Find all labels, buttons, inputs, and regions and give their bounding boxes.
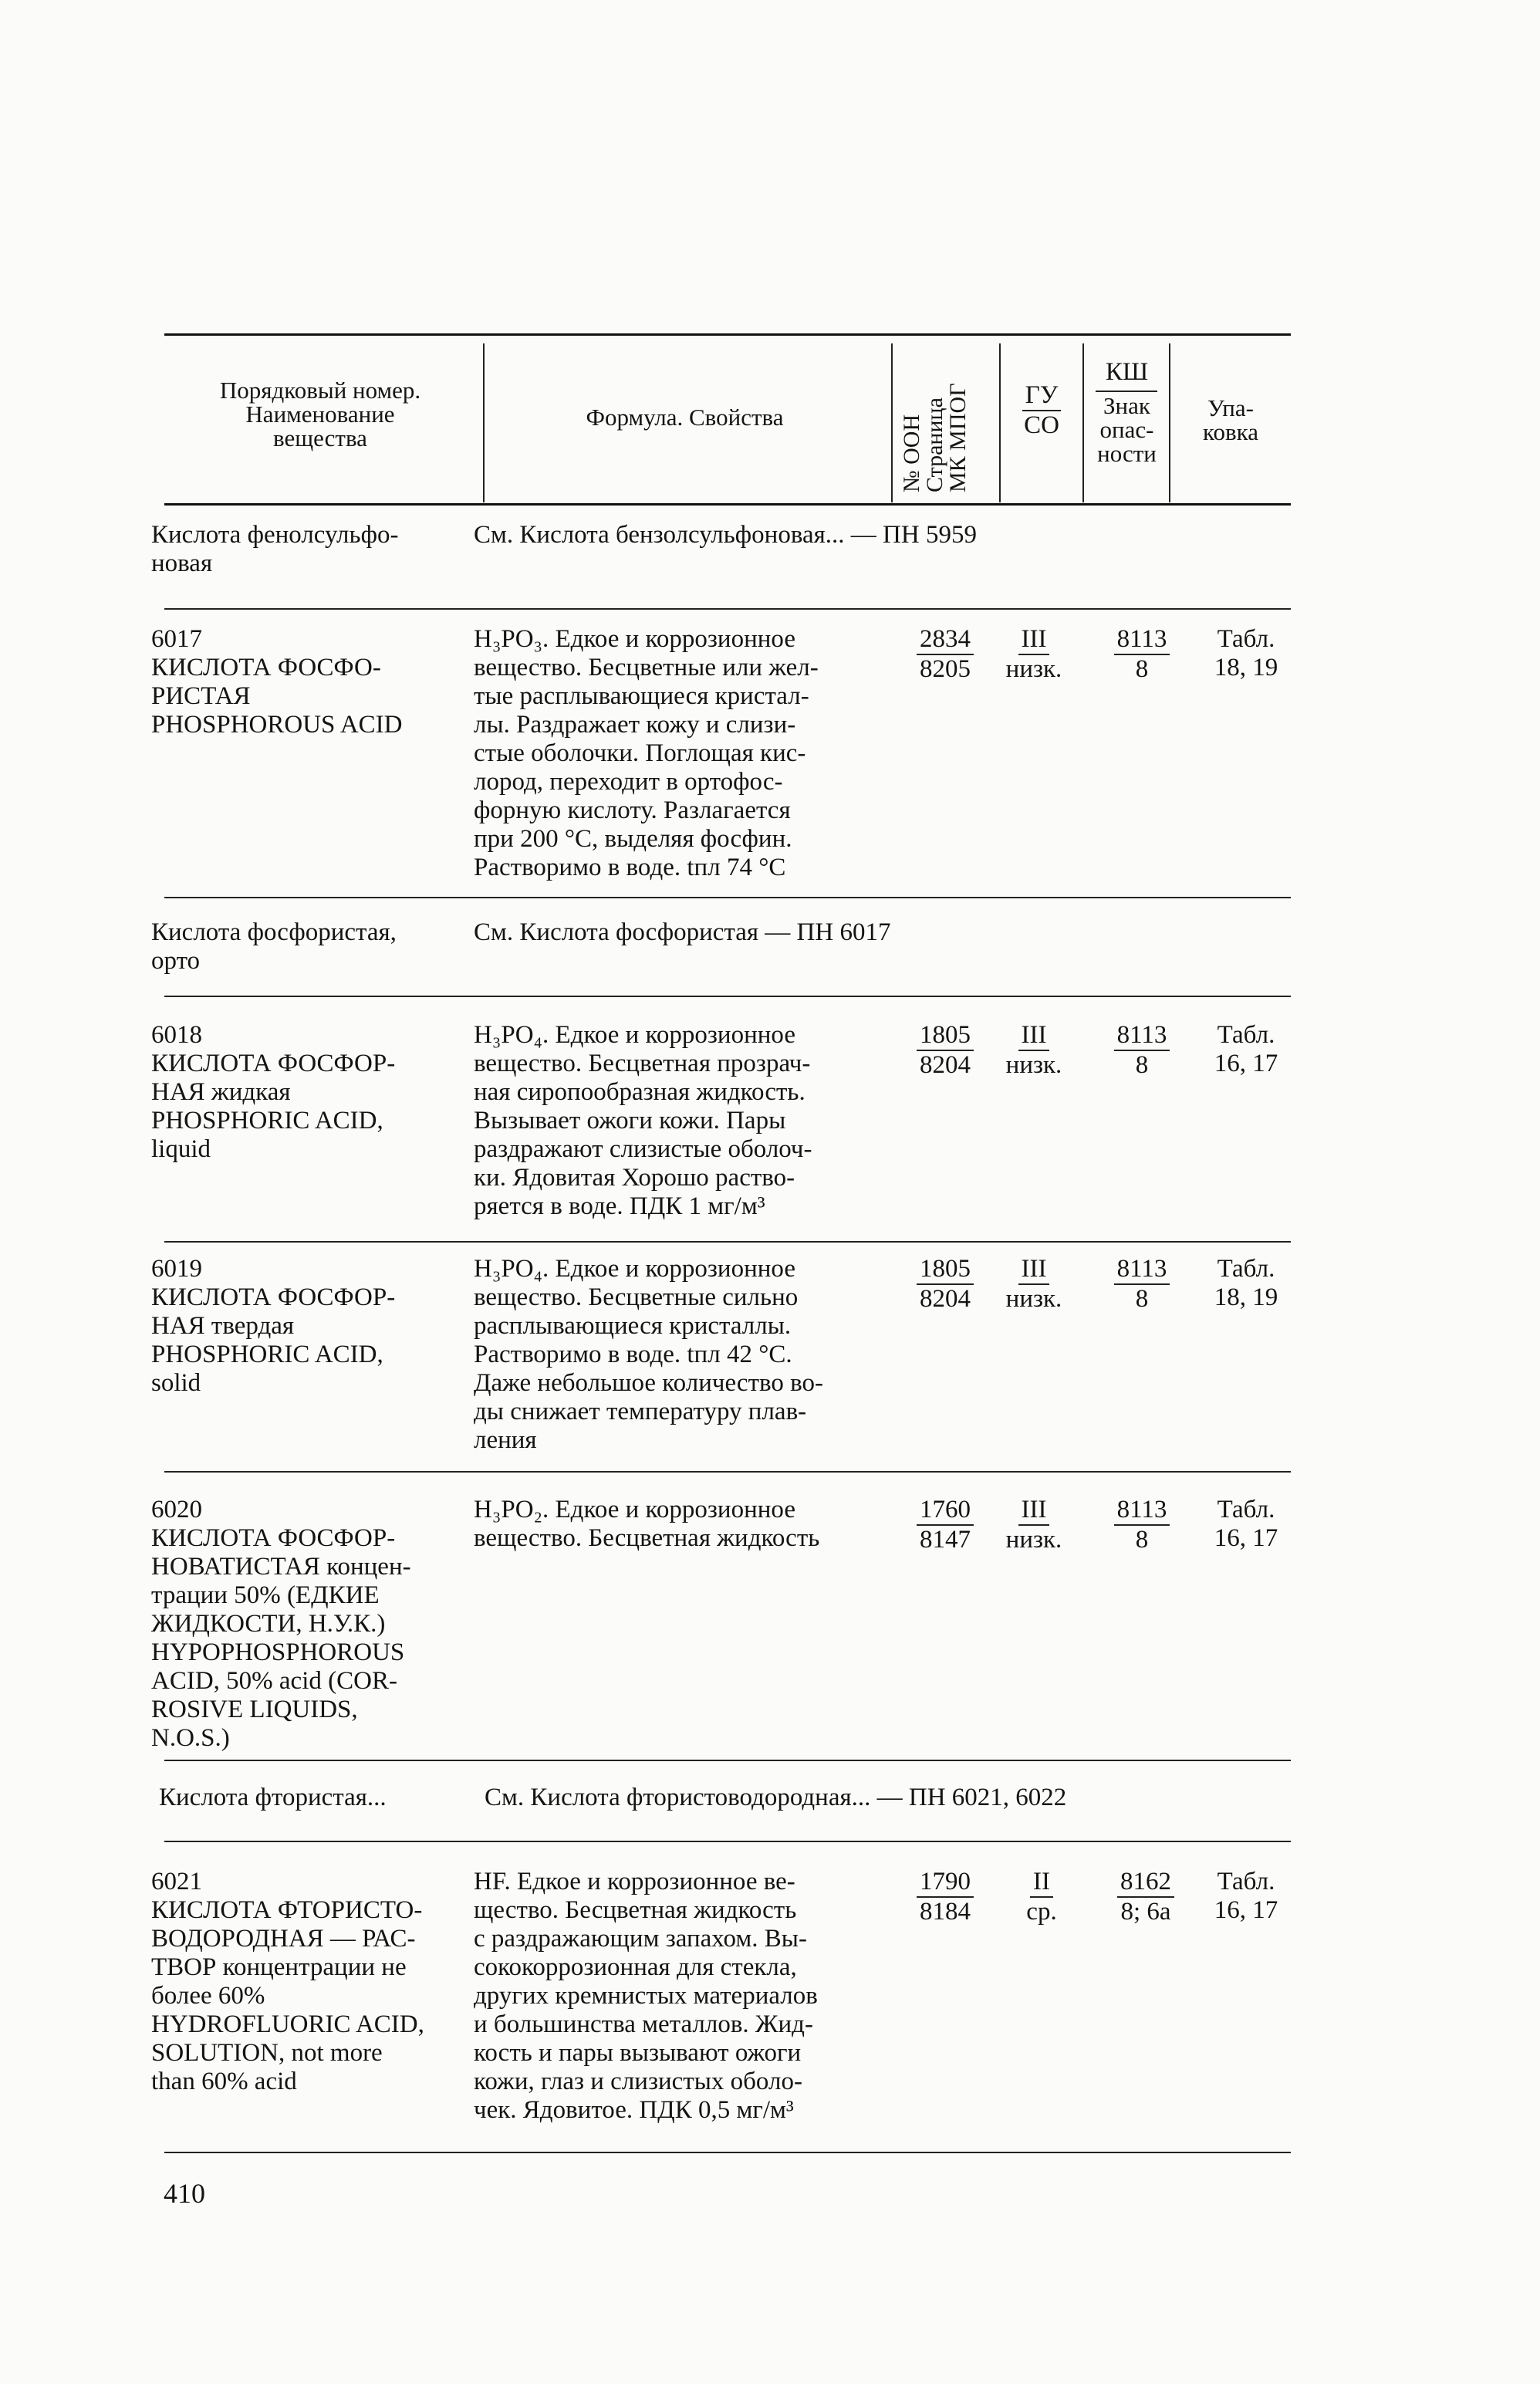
- entry-6021-packing: Табл. 16, 17: [1214, 1868, 1278, 1924]
- entry-6017-packing: Табл. 18, 19: [1214, 625, 1278, 681]
- entry-6021-gu-so: II ср.: [1026, 1868, 1057, 1926]
- header-col-gu-so: ГУ СО: [1003, 381, 1080, 440]
- ref2-rule: [164, 996, 1291, 997]
- ref2-name: Кислота фосфористая, орто: [151, 918, 397, 975]
- entry-6020-un-page: $\frac{1760}{8147}$: [903, 1496, 988, 1554]
- entry-6020-name: 6020 КИСЛОТА ФОСФОР- НОВАТИСТАЯ концен- трации 50% (ЕДКИЕ ЖИДКОСТИ, Н.У.К.) HYPOPHOSPHOROUS ACID, 50% acid (COR- ROSIVE LIQUIDS, N.O.S.): [151, 1496, 411, 1752]
- entry-6017-name: 6017 КИСЛОТА ФОСФО- РИСТАЯ PHOSPHOROUS ACID: [151, 625, 403, 739]
- ref3-rule: [164, 1841, 1291, 1842]
- header-bottom-rule: [164, 503, 1291, 506]
- entry-6018-un-page: $\frac{1805}{8204}$: [903, 1021, 988, 1080]
- entry-6021-rule: [164, 2152, 1291, 2153]
- entry-6019-gu-so: III низк.: [1005, 1255, 1062, 1313]
- header-col-pack: Упа- ковка: [1203, 394, 1258, 445]
- entry-6021-properties: HF. Едкое и коррозионное ве- щество. Бесцветная жидкость с раздражающим запахом. Вы- сококоррозионная для стекла, других кремнистых материалов и большинства металлов. Жид- кость и пары вызывают ожоги кожи, глаз и слизистых оболо- чек. Ядовитое. ПДК 0,5 мг/м³: [474, 1868, 818, 2124]
- entry-6021-ksh-znak: 8162 8; 6а: [1096, 1868, 1196, 1926]
- page-number: 410: [164, 2178, 205, 2209]
- header-col-un: № ООН Страница МК МПОГ: [899, 383, 971, 492]
- entry-6018-rule: [164, 1241, 1291, 1243]
- header-divider-1: [483, 343, 485, 502]
- table-top-rule: [164, 333, 1291, 336]
- header-col-znak: Знак опас- ности: [1097, 392, 1157, 467]
- entry-6019-properties: H₃PO₄. Едкое и коррозионное вещество. Бесцветные сильно расплывающиеся кристаллы. Растворимо в воде. tпл 42 °C. Даже небольшое количество во- ды снижает температуру плав- ления: [474, 1255, 823, 1454]
- entry-6017-gu-so: III низк.: [1005, 625, 1062, 683]
- entry-6017-rule: [164, 897, 1291, 898]
- ref1-text: См. Кислота бензолсульфоновая... — ПН 5959: [474, 521, 977, 549]
- entry-6019-un-page: $\frac{1805}{8204}$: [903, 1255, 988, 1314]
- entry-6017-un-page: $\frac{2834}{8205}$: [903, 625, 988, 684]
- entry-6020-ksh-znak: $\frac{8113}{8}$: [1096, 1496, 1188, 1554]
- entry-6018-packing: Табл. 16, 17: [1214, 1021, 1278, 1077]
- ref1-rule: [164, 608, 1291, 610]
- header-divider-4: [1082, 343, 1084, 502]
- header-col-ksh: КШ: [1105, 358, 1149, 386]
- entry-6019-name: 6019 КИСЛОТА ФОСФОР- НАЯ твердая PHOSPHORIC ACID, solid: [151, 1255, 396, 1397]
- header-col-name: Порядковый номер. Наименование вещества: [219, 377, 421, 451]
- entry-6018-properties: H₃PO₄. Едкое и коррозионное вещество. Бесцветная прозрач- ная сиропообразная жидкость. Вызывает ожоги кожи. Пары раздражают слизистые оболоч- ки. Ядовитая Хорошо раство- ряется в воде. ПДК 1 мг/м³: [474, 1021, 812, 1220]
- entry-6021-un-page: $\frac{1790}{8184}$: [903, 1868, 988, 1926]
- entry-6018-gu-so: III низк.: [1005, 1021, 1062, 1079]
- entry-6020-rule: [164, 1760, 1291, 1761]
- entry-6018-ksh-znak: $\frac{8113}{8}$: [1096, 1021, 1188, 1080]
- ref3-name: Кислота фтористая...: [159, 1784, 387, 1811]
- ref2-text: См. Кислота фосфористая — ПН 6017: [474, 918, 891, 946]
- header-divider-3: [999, 343, 1001, 502]
- ref1-name: Кислота фенолсульфо- новая: [151, 521, 399, 577]
- header-divider-5: [1169, 343, 1170, 502]
- entry-6017-ksh-znak: $\frac{8113}{8}$: [1096, 625, 1188, 684]
- entry-6017-properties: H₃PO₃. Едкое и коррозионное вещество. Бесцветные или жел- тые расплывающиеся кристал- лы. Раздражает кожу и слизи- стые оболочки. Поглощая кис- лород, переходит в ортофос- форную кислоту. Разлагается при 200 °C, выделяя фосфин. Растворимо в воде. tпл 74 °C: [474, 625, 819, 881]
- entry-6019-rule: [164, 1471, 1291, 1473]
- header-divider-2: [891, 343, 893, 502]
- entry-6021-name: 6021 КИСЛОТА ФТОРИСТО- ВОДОРОДНАЯ — РАС- ТВОР концентрации не более 60% HYDROFLUORIC ACID, SOLUTION, not more than 60% acid: [151, 1868, 424, 2095]
- entry-6019-packing: Табл. 18, 19: [1214, 1255, 1278, 1311]
- entry-6019-ksh-znak: $\frac{8113}{8}$: [1096, 1255, 1188, 1314]
- entry-6018-name: 6018 КИСЛОТА ФОСФОР- НАЯ жидкая PHOSPHORIC ACID, liquid: [151, 1021, 396, 1163]
- header-col-formula: Формула. Свойства: [586, 404, 784, 431]
- entry-6020-gu-so: III низк.: [1005, 1496, 1062, 1554]
- entry-6020-packing: Табл. 16, 17: [1214, 1496, 1278, 1552]
- ref3-text: См. Кислота фтористоводородная... — ПН 6021, 6022: [485, 1784, 1067, 1811]
- entry-6020-properties: H₃PO₂. Едкое и коррозионное вещество. Бесцветная жидкость: [474, 1496, 820, 1552]
